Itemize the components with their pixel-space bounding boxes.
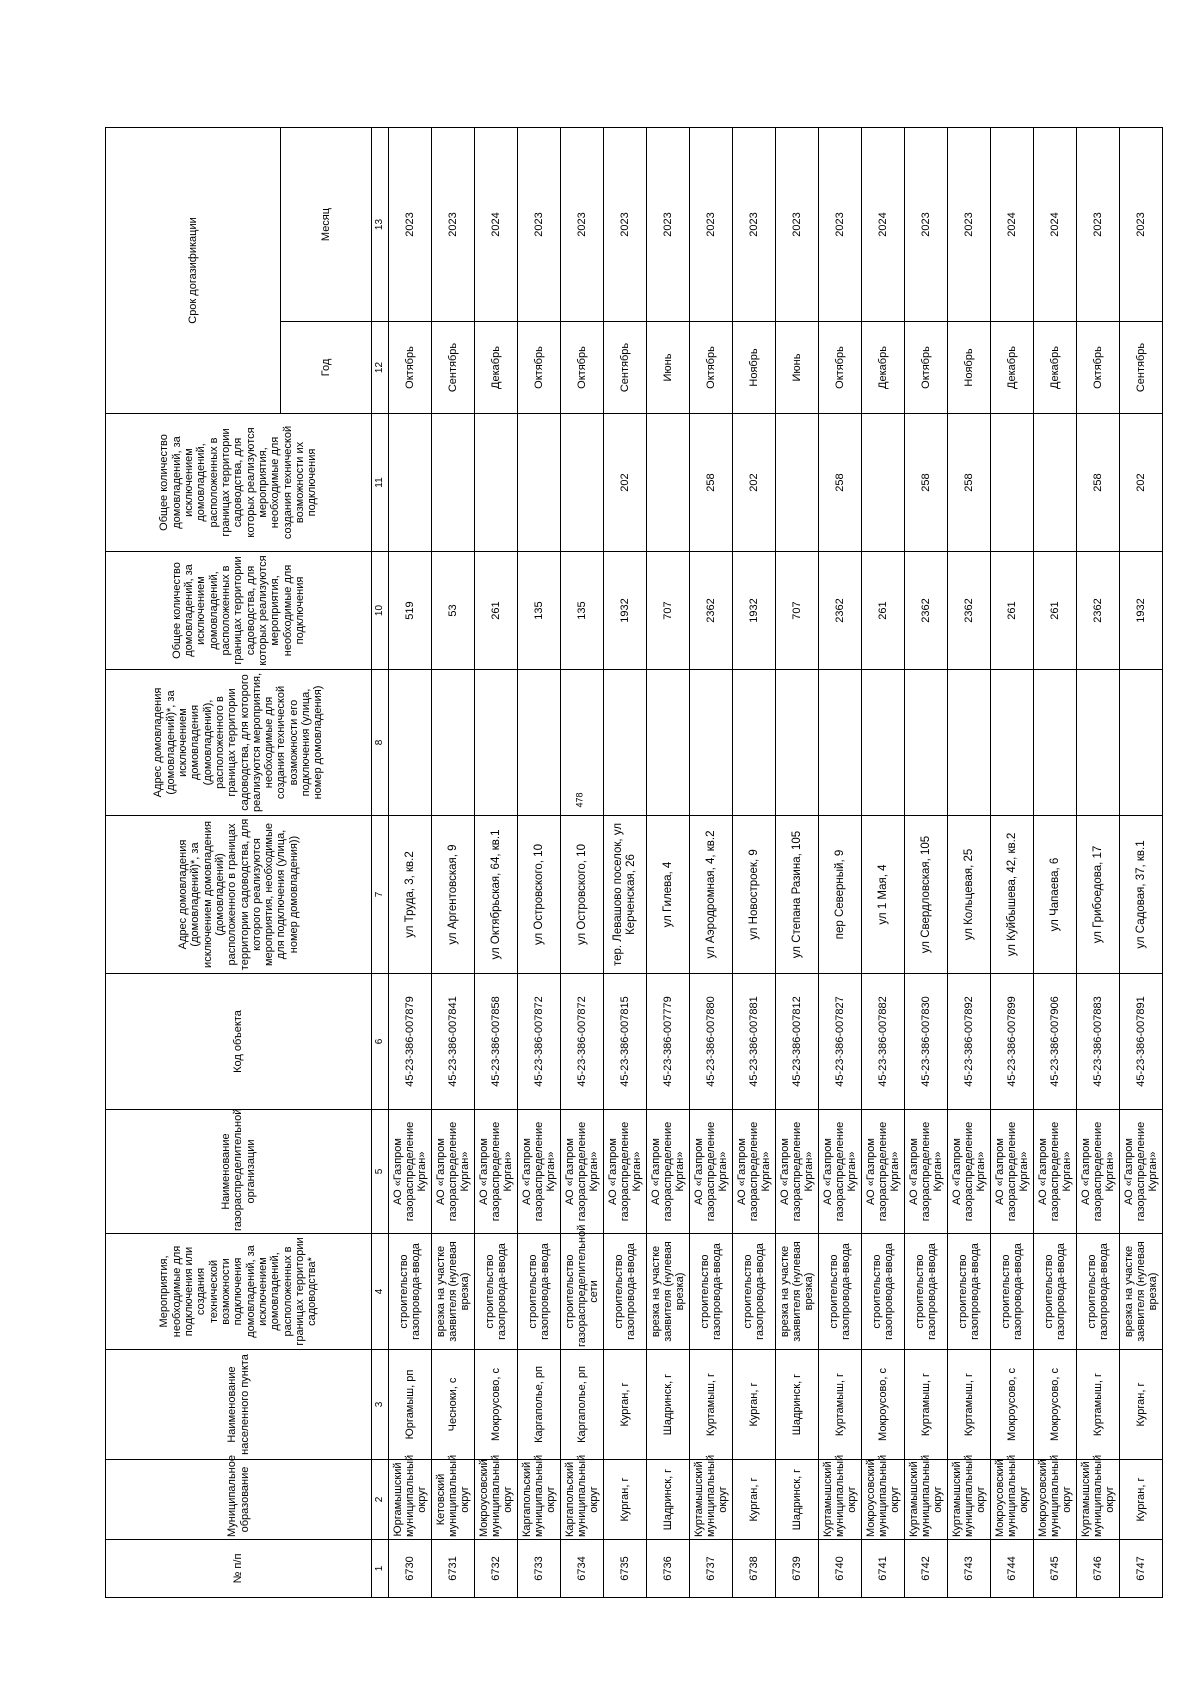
cell-deadline-year: Июнь <box>647 322 690 414</box>
cell-row-number: 6734 <box>561 1540 604 1598</box>
cell-address-capability <box>905 670 948 816</box>
cell-deadline-year: Декабрь <box>991 322 1034 414</box>
cell-settlement: Чесноки, с <box>432 1350 475 1460</box>
cell-measure: строительство газопровода-ввода <box>1077 1234 1120 1350</box>
cell-object-code: 45-23-386-007883 <box>1077 974 1120 1110</box>
cell-organization: АО «Газпром газораспределение Курган» <box>905 1110 948 1234</box>
cell-organization: АО «Газпром газораспределение Курган» <box>1120 1110 1163 1234</box>
cell-measure: врезка на участке заявителя (нулевая врезка) <box>432 1234 475 1350</box>
cell-count-connection: 2362 <box>905 552 948 670</box>
cell-measure: строительство газопровода-ввода <box>1034 1234 1077 1350</box>
cell-organization: АО «Газпром газораспределение Курган» <box>819 1110 862 1234</box>
header-address-capability: Адрес домовладения (домовладений)*, за исключением домовладения (домовладений), расположенного в границах территории садоводства, для которого реализуются мероприятия, необходимые для создания технической возможности его подключения (улица, номер домовладения) <box>106 670 372 816</box>
table-row <box>733 128 776 1598</box>
cell-settlement: Каргаполье, рп <box>518 1350 561 1460</box>
cell-deadline-year: Июнь <box>776 322 819 414</box>
cell-measure: строительство газопровода-ввода <box>733 1234 776 1350</box>
cell-settlement: Шадринск, г <box>647 1350 690 1460</box>
cell-organization: АО «Газпром газораспределение Курган» <box>1034 1110 1077 1234</box>
cell-address-capability <box>561 670 604 816</box>
cell-organization: АО «Газпром газораспределение Курган» <box>518 1110 561 1234</box>
cell-object-code: 45-23-386-007892 <box>948 974 991 1110</box>
header-count-connection: Общее количество домовладений, за исключением домовладений, расположенных в границах территории садоводства, для которых реализуются мероприятия, необходимые для подключения <box>106 552 372 670</box>
cell-address-connection: ул Октябрьская, 64, кв.1 <box>475 816 518 974</box>
cell-count-connection: 261 <box>475 552 518 670</box>
cell-deadline-month: 2023 <box>432 128 475 322</box>
cell-row-number: 6747 <box>1120 1540 1163 1598</box>
cell-settlement: Куртамыш, г <box>905 1350 948 1460</box>
cell-municipality: Куртамышский муниципальный округ <box>819 1460 862 1540</box>
cell-count-connection: 707 <box>647 552 690 670</box>
cell-row-number: 6738 <box>733 1540 776 1598</box>
cell-row-number: 6745 <box>1034 1540 1077 1598</box>
cell-deadline-year: Сентябрь <box>432 322 475 414</box>
cell-count-connection: 135 <box>561 552 604 670</box>
table-row <box>604 128 647 1598</box>
header-deadline: Срок догазификации <box>106 128 281 414</box>
cell-settlement: Юргамыш, рп <box>389 1350 432 1460</box>
cell-settlement: Мокроусово, с <box>1034 1350 1077 1460</box>
cell-count-capability <box>1034 414 1077 552</box>
cell-count-capability: 258 <box>690 414 733 552</box>
cell-organization: АО «Газпром газораспределение Курган» <box>733 1110 776 1234</box>
cell-count-capability: 202 <box>1120 414 1163 552</box>
cell-deadline-month: 2023 <box>604 128 647 322</box>
cell-address-capability <box>991 670 1034 816</box>
cell-measure: строительство газопровода-ввода <box>862 1234 905 1350</box>
cell-measure: строительство газораспределительной сети <box>561 1234 604 1350</box>
cell-count-connection: 1932 <box>1120 552 1163 670</box>
table-row <box>647 128 690 1598</box>
cell-row-number: 6735 <box>604 1540 647 1598</box>
cell-count-capability: 258 <box>905 414 948 552</box>
cell-deadline-month: 2023 <box>389 128 432 322</box>
cell-object-code: 45-23-386-007872 <box>518 974 561 1110</box>
cell-deadline-month: 2024 <box>475 128 518 322</box>
cell-deadline-month: 2023 <box>647 128 690 322</box>
cell-object-code: 45-23-386-007879 <box>389 974 432 1110</box>
header-year: Год <box>281 322 372 414</box>
cell-deadline-year: Ноябрь <box>733 322 776 414</box>
cell-municipality: Юргамышский муниципальный округ <box>389 1460 432 1540</box>
cell-object-code: 45-23-386-007880 <box>690 974 733 1110</box>
header-count-capability: Общее количество домовладений, за исключением домовладений, расположенных в границах территории садоводства, для которых реализуются мероприятия, необходимые для создания технической возможности их подключения <box>106 414 372 552</box>
table-row <box>862 128 905 1598</box>
cell-settlement: Мокроусово, с <box>862 1350 905 1460</box>
cell-settlement: Мокроусово, с <box>475 1350 518 1460</box>
cell-address-connection: ул Труда, 3, кв.2 <box>389 816 432 974</box>
header-month: Месяц <box>281 128 372 322</box>
cell-deadline-year: Октябрь <box>1077 322 1120 414</box>
cell-count-connection: 2362 <box>1077 552 1120 670</box>
cell-deadline-month: 2024 <box>862 128 905 322</box>
table-row <box>690 128 733 1598</box>
cell-deadline-month: 2023 <box>819 128 862 322</box>
cell-municipality: Шадринск, г <box>647 1460 690 1540</box>
cell-count-connection: 1932 <box>604 552 647 670</box>
cell-row-number: 6740 <box>819 1540 862 1598</box>
cell-address-capability <box>518 670 561 816</box>
cell-organization: АО «Газпром газораспределение Курган» <box>389 1110 432 1234</box>
cell-municipality: Курган, г <box>733 1460 776 1540</box>
cell-municipality: Мокроусовский муниципальный округ <box>475 1460 518 1540</box>
cell-count-capability <box>475 414 518 552</box>
cell-address-connection: ул Островского, 10 <box>561 816 604 974</box>
rotated-table-container <box>105 128 1160 1598</box>
table-row <box>518 128 561 1598</box>
cell-address-connection: ул Свердловская, 105 <box>905 816 948 974</box>
cell-organization: АО «Газпром газораспределение Курган» <box>561 1110 604 1234</box>
cell-deadline-year: Ноябрь <box>948 322 991 414</box>
cell-deadline-year: Декабрь <box>862 322 905 414</box>
table-row <box>819 128 862 1598</box>
cell-count-connection: 707 <box>776 552 819 670</box>
cell-address-connection: ул Гилева, 4 <box>647 816 690 974</box>
column-number: 6 <box>372 974 389 1110</box>
cell-measure: строительство газопровода-ввода <box>604 1234 647 1350</box>
cell-deadline-year: Декабрь <box>475 322 518 414</box>
cell-deadline-month: 2023 <box>518 128 561 322</box>
cell-deadline-month: 2023 <box>776 128 819 322</box>
cell-deadline-year: Октябрь <box>389 322 432 414</box>
table-row <box>991 128 1034 1598</box>
cell-settlement: Шадринск, г <box>776 1350 819 1460</box>
cell-address-capability <box>1120 670 1163 816</box>
cell-address-capability <box>1077 670 1120 816</box>
cell-address-connection: ул Аэродромная, 4, кв.2 <box>690 816 733 974</box>
header-object-code: Код объекта <box>106 974 372 1110</box>
cell-object-code: 45-23-386-007906 <box>1034 974 1077 1110</box>
cell-deadline-month: 2023 <box>905 128 948 322</box>
cell-row-number: 6741 <box>862 1540 905 1598</box>
cell-measure: строительство газопровода-ввода <box>518 1234 561 1350</box>
header-measures: Мероприятия, необходимые для подключения или создания технической возможности подключения домовладений, за исключением домовладений, расположенных в границах территории садоводства* <box>106 1234 372 1350</box>
cell-count-connection: 135 <box>518 552 561 670</box>
table-row <box>905 128 948 1598</box>
cell-measure: врезка на участке заявителя (нулевая врезка) <box>1120 1234 1163 1350</box>
cell-object-code: 45-23-386-007899 <box>991 974 1034 1110</box>
cell-settlement: Куртамыш, г <box>948 1350 991 1460</box>
cell-deadline-year: Октябрь <box>518 322 561 414</box>
cell-municipality: Мокроусовский муниципальный округ <box>1034 1460 1077 1540</box>
column-number: 4 <box>372 1234 389 1350</box>
cell-measure: строительство газопровода-ввода <box>905 1234 948 1350</box>
column-number: 7 <box>372 816 389 974</box>
cell-municipality: Мокроусовский муниципальный округ <box>991 1460 1034 1540</box>
table-row <box>389 128 432 1598</box>
cell-row-number: 6733 <box>518 1540 561 1598</box>
header-organization: Наименование газораспределительной организации <box>106 1110 372 1234</box>
cell-settlement: Куртамыш, г <box>1077 1350 1120 1460</box>
cell-measure: строительство газопровода-ввода <box>475 1234 518 1350</box>
cell-municipality: Курган, г <box>1120 1460 1163 1540</box>
column-number: 13 <box>372 128 389 322</box>
cell-count-capability <box>647 414 690 552</box>
cell-deadline-month: 2024 <box>1034 128 1077 322</box>
cell-settlement: Курган, г <box>604 1350 647 1460</box>
cell-deadline-year: Октябрь <box>905 322 948 414</box>
cell-row-number: 6731 <box>432 1540 475 1598</box>
cell-municipality: Кетовский муниципальный округ <box>432 1460 475 1540</box>
cell-row-number: 6739 <box>776 1540 819 1598</box>
cell-municipality: Мокроусовский муниципальный округ <box>862 1460 905 1540</box>
cell-settlement: Куртамыш, г <box>690 1350 733 1460</box>
cell-settlement: Курган, г <box>733 1350 776 1460</box>
cell-count-capability: 202 <box>604 414 647 552</box>
cell-deadline-month: 2024 <box>991 128 1034 322</box>
cell-municipality: Каргапольский муниципальный округ <box>561 1460 604 1540</box>
cell-measure: врезка на участке заявителя (нулевая врезка) <box>647 1234 690 1350</box>
cell-municipality: Куртамышский муниципальный округ <box>690 1460 733 1540</box>
cell-organization: АО «Газпром газораспределение Курган» <box>475 1110 518 1234</box>
cell-address-connection: тер. Левашово поселок, ул Керченская, 26 <box>604 816 647 974</box>
table-row <box>776 128 819 1598</box>
cell-row-number: 6730 <box>389 1540 432 1598</box>
cell-measure: строительство газопровода-ввода <box>690 1234 733 1350</box>
cell-row-number: 6736 <box>647 1540 690 1598</box>
cell-organization: АО «Газпром газораспределение Курган» <box>1077 1110 1120 1234</box>
cell-object-code: 45-23-386-007841 <box>432 974 475 1110</box>
cell-address-connection: ул Куйбышева, 42, кв.2 <box>991 816 1034 974</box>
page-number: 478 <box>574 792 585 808</box>
cell-address-capability <box>776 670 819 816</box>
cell-address-capability <box>647 670 690 816</box>
cell-object-code: 45-23-386-007812 <box>776 974 819 1110</box>
cell-count-connection: 261 <box>991 552 1034 670</box>
header-address-connection: Адрес домовладения (домовладений)*, за исключением домовладения (домовладений) расположенного в границах территории садоводства, для которого реализуются мероприятия, необходимые для подключения (улица, номер домовладения)) <box>106 816 372 974</box>
column-number: 1 <box>372 1540 389 1598</box>
cell-municipality: Куртамышский муниципальный округ <box>1077 1460 1120 1540</box>
column-number: 12 <box>372 322 389 414</box>
cell-object-code: 45-23-386-007858 <box>475 974 518 1110</box>
table-row <box>1120 128 1163 1598</box>
cell-count-capability: 258 <box>819 414 862 552</box>
cell-address-capability <box>389 670 432 816</box>
cell-organization: АО «Газпром газораспределение Курган» <box>991 1110 1034 1234</box>
cell-deadline-month: 2023 <box>561 128 604 322</box>
cell-measure: врезка на участке заявителя (нулевая врезка) <box>776 1234 819 1350</box>
cell-count-capability <box>561 414 604 552</box>
cell-deadline-year: Сентябрь <box>604 322 647 414</box>
cell-count-capability <box>432 414 475 552</box>
cell-deadline-month: 2023 <box>948 128 991 322</box>
cell-measure: строительство газопровода-ввода <box>991 1234 1034 1350</box>
table-body <box>389 128 1163 1598</box>
cell-count-capability <box>776 414 819 552</box>
cell-municipality: Каргапольский муниципальный округ <box>518 1460 561 1540</box>
cell-address-connection: ул Новостроек, 9 <box>733 816 776 974</box>
cell-deadline-year: Сентябрь <box>1120 322 1163 414</box>
table-row <box>561 128 604 1598</box>
cell-object-code: 45-23-386-007881 <box>733 974 776 1110</box>
cell-object-code: 45-23-386-007830 <box>905 974 948 1110</box>
cell-count-connection: 2362 <box>690 552 733 670</box>
cell-object-code: 45-23-386-007827 <box>819 974 862 1110</box>
cell-count-capability: 258 <box>948 414 991 552</box>
header-settlement: Наименование населенного пункта <box>106 1350 372 1460</box>
cell-address-capability <box>733 670 776 816</box>
cell-deadline-year: Декабрь <box>1034 322 1077 414</box>
cell-organization: АО «Газпром газораспределение Курган» <box>647 1110 690 1234</box>
cell-deadline-year: Октябрь <box>561 322 604 414</box>
cell-address-connection: пер Северный, 9 <box>819 816 862 974</box>
cell-object-code: 45-23-386-007882 <box>862 974 905 1110</box>
cell-address-connection: ул Кольцевая, 25 <box>948 816 991 974</box>
cell-row-number: 6732 <box>475 1540 518 1598</box>
cell-address-capability <box>1034 670 1077 816</box>
cell-address-capability <box>690 670 733 816</box>
cell-row-number: 6744 <box>991 1540 1034 1598</box>
cell-row-number: 6743 <box>948 1540 991 1598</box>
cell-deadline-month: 2023 <box>1120 128 1163 322</box>
cell-address-capability <box>604 670 647 816</box>
table-row <box>948 128 991 1598</box>
cell-settlement: Курган, г <box>1120 1350 1163 1460</box>
cell-measure: строительство газопровода-ввода <box>389 1234 432 1350</box>
gasification-table <box>105 127 1163 1598</box>
cell-measure: строительство газопровода-ввода <box>819 1234 862 1350</box>
cell-deadline-month: 2023 <box>1077 128 1120 322</box>
cell-count-connection: 2362 <box>819 552 862 670</box>
cell-count-capability <box>991 414 1034 552</box>
cell-settlement: Каргаполье, рп <box>561 1350 604 1460</box>
cell-row-number: 6742 <box>905 1540 948 1598</box>
column-number: 11 <box>372 414 389 552</box>
cell-municipality: Шадринск, г <box>776 1460 819 1540</box>
cell-address-capability <box>819 670 862 816</box>
cell-row-number: 6746 <box>1077 1540 1120 1598</box>
cell-deadline-year: Октябрь <box>690 322 733 414</box>
table-row <box>1034 128 1077 1598</box>
table-rotation-frame <box>105 128 1160 1598</box>
cell-address-connection: ул Аргентовская, 9 <box>432 816 475 974</box>
cell-object-code: 45-23-386-007779 <box>647 974 690 1110</box>
cell-count-capability <box>389 414 432 552</box>
cell-address-connection: ул Островского, 10 <box>518 816 561 974</box>
table-row <box>432 128 475 1598</box>
cell-address-connection: ул 1 Мая, 4 <box>862 816 905 974</box>
cell-object-code: 45-23-386-007891 <box>1120 974 1163 1110</box>
cell-deadline-year: Октябрь <box>819 322 862 414</box>
column-number: 10 <box>372 552 389 670</box>
cell-address-capability <box>475 670 518 816</box>
cell-count-connection: 519 <box>389 552 432 670</box>
cell-count-capability <box>862 414 905 552</box>
cell-organization: АО «Газпром газораспределение Курган» <box>862 1110 905 1234</box>
table-row <box>1077 128 1120 1598</box>
cell-municipality: Курган, г <box>604 1460 647 1540</box>
cell-object-code: 45-23-386-007815 <box>604 974 647 1110</box>
column-number: 5 <box>372 1110 389 1234</box>
cell-organization: АО «Газпром газораспределение Курган» <box>948 1110 991 1234</box>
header-number: № п/п <box>106 1540 372 1598</box>
cell-deadline-month: 2023 <box>733 128 776 322</box>
cell-address-connection: ул Степана Разина, 105 <box>776 816 819 974</box>
cell-organization: АО «Газпром газораспределение Курган» <box>432 1110 475 1234</box>
column-number: 8 <box>372 670 389 816</box>
cell-organization: АО «Газпром газораспределение Курган» <box>776 1110 819 1234</box>
cell-settlement: Мокроусово, с <box>991 1350 1034 1460</box>
cell-measure: строительство газопровода-ввода <box>948 1234 991 1350</box>
cell-address-capability <box>862 670 905 816</box>
cell-organization: АО «Газпром газораспределение Курган» <box>604 1110 647 1234</box>
cell-count-connection: 1932 <box>733 552 776 670</box>
column-number: 3 <box>372 1350 389 1460</box>
cell-address-connection: ул Садовая, 37, кв.1 <box>1120 816 1163 974</box>
cell-count-connection: 261 <box>1034 552 1077 670</box>
table-row <box>475 128 518 1598</box>
cell-row-number: 6737 <box>690 1540 733 1598</box>
cell-address-capability <box>432 670 475 816</box>
cell-count-connection: 261 <box>862 552 905 670</box>
cell-settlement: Куртамыш, г <box>819 1350 862 1460</box>
cell-municipality: Куртамышский муниципальный округ <box>948 1460 991 1540</box>
cell-count-connection: 2362 <box>948 552 991 670</box>
cell-count-capability <box>518 414 561 552</box>
cell-object-code: 45-23-386-007872 <box>561 974 604 1110</box>
cell-organization: АО «Газпром газораспределение Курган» <box>690 1110 733 1234</box>
cell-count-capability: 202 <box>733 414 776 552</box>
cell-address-connection: ул Грибоедова, 17 <box>1077 816 1120 974</box>
column-number: 2 <box>372 1460 389 1540</box>
cell-address-capability <box>948 670 991 816</box>
cell-address-connection: ул Чапаева, 6 <box>1034 816 1077 974</box>
cell-municipality: Куртамышский муниципальный округ <box>905 1460 948 1540</box>
header-municipality: Муниципальное образование <box>106 1460 372 1540</box>
cell-deadline-month: 2023 <box>690 128 733 322</box>
cell-count-capability: 258 <box>1077 414 1120 552</box>
cell-count-connection: 53 <box>432 552 475 670</box>
